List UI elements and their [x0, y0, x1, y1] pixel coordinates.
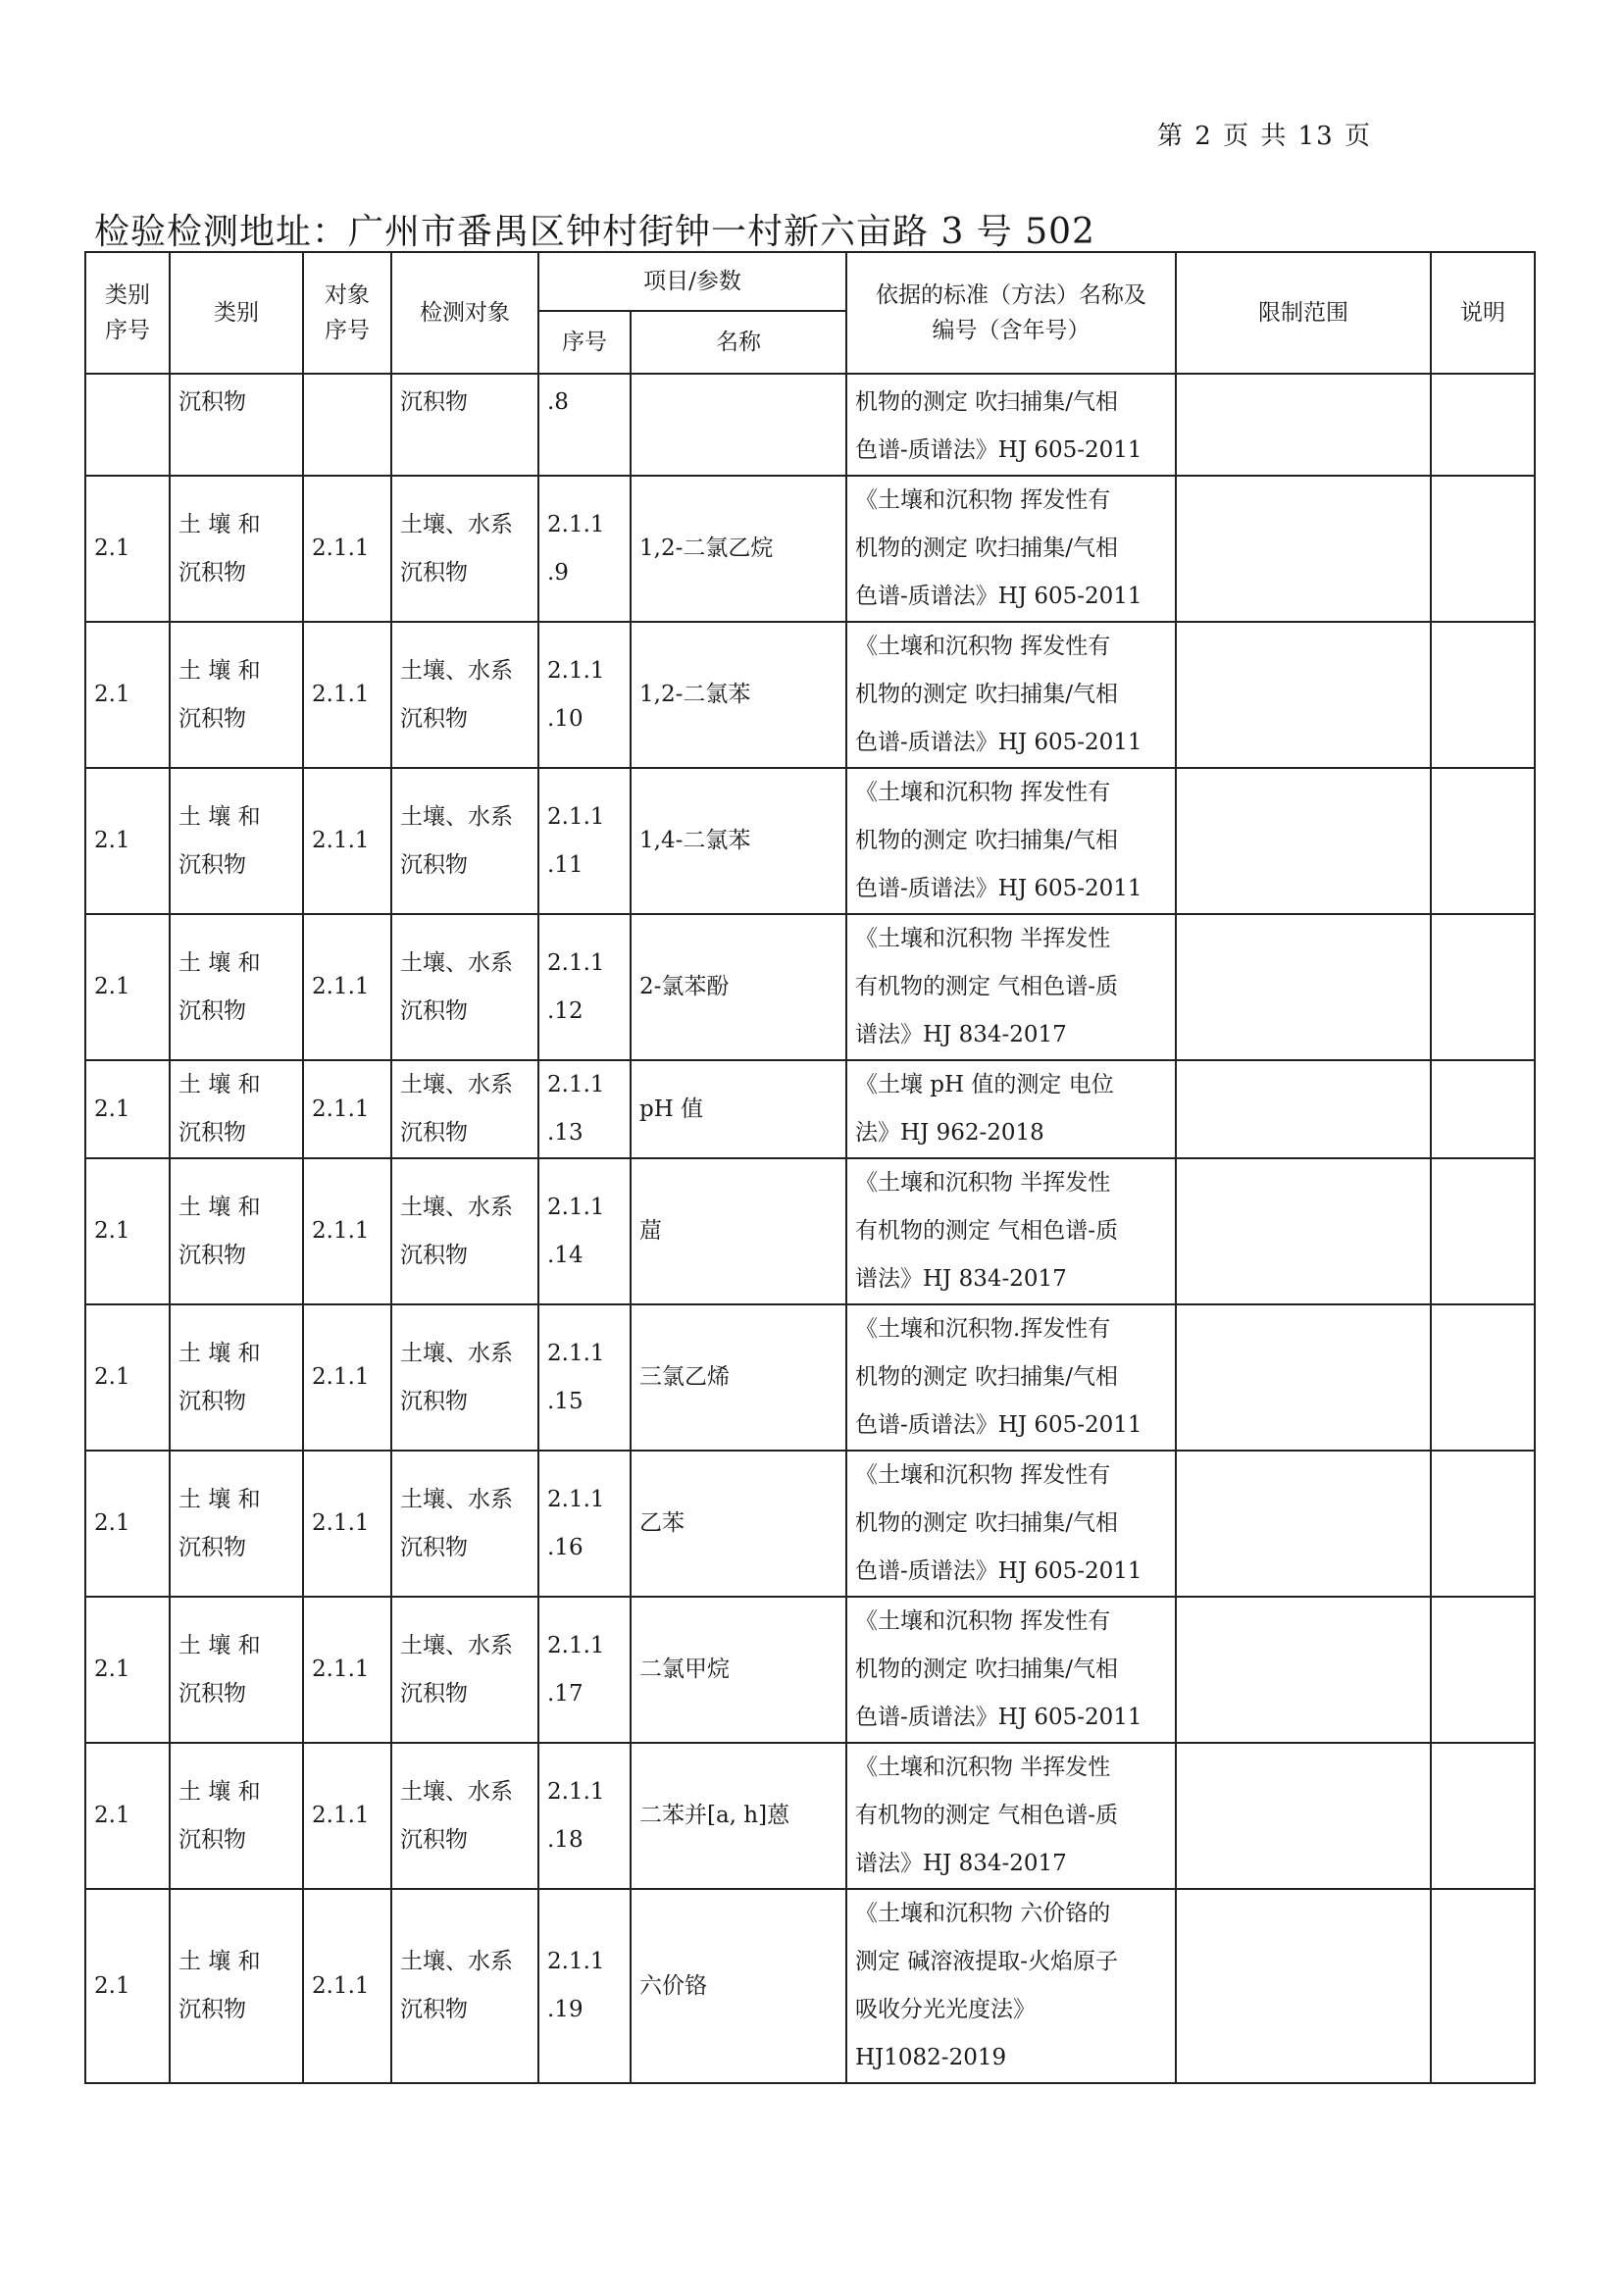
cell-object-no: 2.1.1: [303, 1158, 391, 1304]
table-row: [85, 914, 1535, 1060]
cell-item-no: 2.1.1 .10: [538, 622, 631, 768]
cell-standard: 《土壤和沉积物 半挥发性 有机物的测定 气相色谱-质 谱法》HJ 834-2017: [846, 914, 1176, 1060]
table-row: [85, 476, 1535, 622]
cell-category-no: 2.1: [85, 1743, 170, 1889]
cell-item-name: pH 值: [631, 1060, 846, 1158]
cell-standard: 《土壤和沉积物 挥发性有 机物的测定 吹扫捕集/气相 色谱-质谱法》HJ 605-2011: [846, 1451, 1176, 1597]
cell-note: [1431, 1158, 1535, 1304]
table-row: [85, 768, 1535, 914]
cell-object-no: [303, 374, 391, 476]
cell-limit: [1176, 1304, 1431, 1451]
cell-category-no: 2.1: [85, 1889, 170, 2083]
cell-category-no: 2.1: [85, 1060, 170, 1158]
cell-item-name: 三氯乙烯: [631, 1304, 846, 1451]
cell-standard: 《土壤和沉积物.挥发性有 机物的测定 吹扫捕集/气相 色谱-质谱法》HJ 605-2011: [846, 1304, 1176, 1451]
cell-item-no: 2.1.1 .14: [538, 1158, 631, 1304]
cell-category-no: 2.1: [85, 1451, 170, 1597]
header-category-no: 类别 序号: [85, 252, 170, 374]
cell-note: [1431, 1743, 1535, 1889]
cell-category: 土 壤 和 沉积物: [170, 1743, 303, 1889]
cell-category-no: 2.1: [85, 768, 170, 914]
cell-note: [1431, 1451, 1535, 1597]
cell-item-no: 2.1.1 .9: [538, 476, 631, 622]
cell-item-no: 2.1.1 .19: [538, 1889, 631, 2083]
cell-object: 土壤、水系 沉积物: [391, 1451, 538, 1597]
cell-limit: [1176, 622, 1431, 768]
cell-limit: [1176, 914, 1431, 1060]
cell-item-no: 2.1.1 .13: [538, 1060, 631, 1158]
cell-item-name: 乙苯: [631, 1451, 846, 1597]
cell-item-no: 2.1.1 .11: [538, 768, 631, 914]
header-standard: 依据的标准（方法）名称及 编号（含年号）: [846, 252, 1176, 374]
cell-object-no: 2.1.1: [303, 476, 391, 622]
cell-object: 土壤、水系 沉积物: [391, 1889, 538, 2083]
table-row: [85, 622, 1535, 768]
cell-category: 沉积物: [170, 374, 303, 476]
cell-note: [1431, 1889, 1535, 2083]
page-title: 检验检测地址：广州市番禺区钟村街钟一村新六亩路 3 号 502: [94, 212, 1095, 252]
cell-object: 土壤、水系 沉积物: [391, 768, 538, 914]
table-row: [85, 1304, 1535, 1451]
cell-item-no: 2.1.1 .17: [538, 1597, 631, 1743]
header-limit: 限制范围: [1176, 252, 1431, 374]
header-category: 类别: [170, 252, 303, 374]
header-item-name: 名称: [631, 311, 846, 374]
cell-category: 土 壤 和 沉积物: [170, 1597, 303, 1743]
cell-object-no: 2.1.1: [303, 914, 391, 1060]
cell-object-no: 2.1.1: [303, 1304, 391, 1451]
cell-standard: 《土壤和沉积物 半挥发性 有机物的测定 气相色谱-质 谱法》HJ 834-2017: [846, 1743, 1176, 1889]
table-row-continuation: [85, 374, 1535, 476]
cell-note: [1431, 1304, 1535, 1451]
cell-standard: 《土壤 pH 值的测定 电位 法》HJ 962-2018: [846, 1060, 1176, 1158]
cell-object-no: 2.1.1: [303, 622, 391, 768]
cell-item-name: 1,2-二氯苯: [631, 622, 846, 768]
cell-object: 土壤、水系 沉积物: [391, 1158, 538, 1304]
cell-category: 土 壤 和 沉积物: [170, 476, 303, 622]
cell-object: 土壤、水系 沉积物: [391, 622, 538, 768]
cell-object-no: 2.1.1: [303, 768, 391, 914]
cell-note: [1431, 622, 1535, 768]
cell-category: 土 壤 和 沉积物: [170, 768, 303, 914]
header-object-no: 对象 序号: [303, 252, 391, 374]
cell-category: 土 壤 和 沉积物: [170, 1451, 303, 1597]
cell-category-no: 2.1: [85, 1158, 170, 1304]
cell-item-no: 2.1.1 .15: [538, 1304, 631, 1451]
cell-item-no: 2.1.1 .18: [538, 1743, 631, 1889]
cell-item-name: 1,4-二氯苯: [631, 768, 846, 914]
cell-category-no: [85, 374, 170, 476]
cell-note: [1431, 914, 1535, 1060]
cell-limit: [1176, 1743, 1431, 1889]
cell-object-no: 2.1.1: [303, 1597, 391, 1743]
cell-limit: [1176, 476, 1431, 622]
cell-item-name: 二苯并[a, h]蒽: [631, 1743, 846, 1889]
cell-standard: 《土壤和沉积物 挥发性有 机物的测定 吹扫捕集/气相 色谱-质谱法》HJ 605-2011: [846, 476, 1176, 622]
cell-limit: [1176, 1889, 1431, 2083]
table-row: [85, 1889, 1535, 2083]
cell-object: 土壤、水系 沉积物: [391, 1597, 538, 1743]
cell-category: 土 壤 和 沉积物: [170, 1158, 303, 1304]
cell-object: 土壤、水系 沉积物: [391, 914, 538, 1060]
cell-object: 土壤、水系 沉积物: [391, 476, 538, 622]
cell-limit: [1176, 1158, 1431, 1304]
cell-category-no: 2.1: [85, 1304, 170, 1451]
cell-note: [1431, 768, 1535, 914]
cell-note: [1431, 1060, 1535, 1158]
header-note: 说明: [1431, 252, 1535, 374]
cell-standard: 《土壤和沉积物 挥发性有 机物的测定 吹扫捕集/气相 色谱-质谱法》HJ 605-2011: [846, 768, 1176, 914]
header-item-group: 项目/参数: [538, 252, 846, 311]
cell-item-no: .8: [538, 374, 631, 476]
accreditation-scope-table: [84, 251, 1536, 2084]
table-row: [85, 1597, 1535, 1743]
cell-standard: 《土壤和沉积物 半挥发性 有机物的测定 气相色谱-质 谱法》HJ 834-2017: [846, 1158, 1176, 1304]
cell-item-no: 2.1.1 .16: [538, 1451, 631, 1597]
cell-object-no: 2.1.1: [303, 1743, 391, 1889]
cell-limit: [1176, 768, 1431, 914]
cell-note: [1431, 1597, 1535, 1743]
header-object: 检测对象: [391, 252, 538, 374]
cell-category-no: 2.1: [85, 622, 170, 768]
cell-category: 土 壤 和 沉积物: [170, 1304, 303, 1451]
page-number: 第 2 页 共 13 页: [1157, 122, 1372, 151]
cell-category: 土 壤 和 沉积物: [170, 914, 303, 1060]
table-row: [85, 1451, 1535, 1597]
cell-standard: 《土壤和沉积物 六价铬的 测定 碱溶液提取-火焰原子 吸收分光光度法》 HJ1082-2019: [846, 1889, 1176, 2083]
cell-object: 土壤、水系 沉积物: [391, 1304, 538, 1451]
cell-item-name: [631, 374, 846, 476]
cell-item-name: 六价铬: [631, 1889, 846, 2083]
table-row: [85, 1743, 1535, 1889]
cell-note: [1431, 476, 1535, 622]
cell-note: [1431, 374, 1535, 476]
cell-standard: 《土壤和沉积物 挥发性有 机物的测定 吹扫捕集/气相 色谱-质谱法》HJ 605-2011: [846, 1597, 1176, 1743]
cell-category: 土 壤 和 沉积物: [170, 1060, 303, 1158]
cell-object: 土壤、水系 沉积物: [391, 1743, 538, 1889]
cell-object-no: 2.1.1: [303, 1451, 391, 1597]
cell-category: 土 壤 和 沉积物: [170, 1889, 303, 2083]
cell-limit: [1176, 374, 1431, 476]
cell-item-name: 2-氯苯酚: [631, 914, 846, 1060]
cell-limit: [1176, 1597, 1431, 1743]
cell-limit: [1176, 1451, 1431, 1597]
cell-standard: 机物的测定 吹扫捕集/气相 色谱-质谱法》HJ 605-2011: [846, 374, 1176, 476]
cell-category-no: 2.1: [85, 1597, 170, 1743]
cell-object: 土壤、水系 沉积物: [391, 1060, 538, 1158]
cell-item-name: 二氯甲烷: [631, 1597, 846, 1743]
cell-category-no: 2.1: [85, 914, 170, 1060]
cell-standard: 《土壤和沉积物 挥发性有 机物的测定 吹扫捕集/气相 色谱-质谱法》HJ 605-2011: [846, 622, 1176, 768]
cell-category-no: 2.1: [85, 476, 170, 622]
table-row: [85, 1060, 1535, 1158]
cell-object-no: 2.1.1: [303, 1889, 391, 2083]
table-row: [85, 1158, 1535, 1304]
cell-object: 沉积物: [391, 374, 538, 476]
cell-object-no: 2.1.1: [303, 1060, 391, 1158]
cell-limit: [1176, 1060, 1431, 1158]
cell-item-name: 䓛: [631, 1158, 846, 1304]
cell-category: 土 壤 和 沉积物: [170, 622, 303, 768]
cell-item-name: 1,2-二氯乙烷: [631, 476, 846, 622]
cell-item-no: 2.1.1 .12: [538, 914, 631, 1060]
header-item-no: 序号: [538, 311, 631, 374]
